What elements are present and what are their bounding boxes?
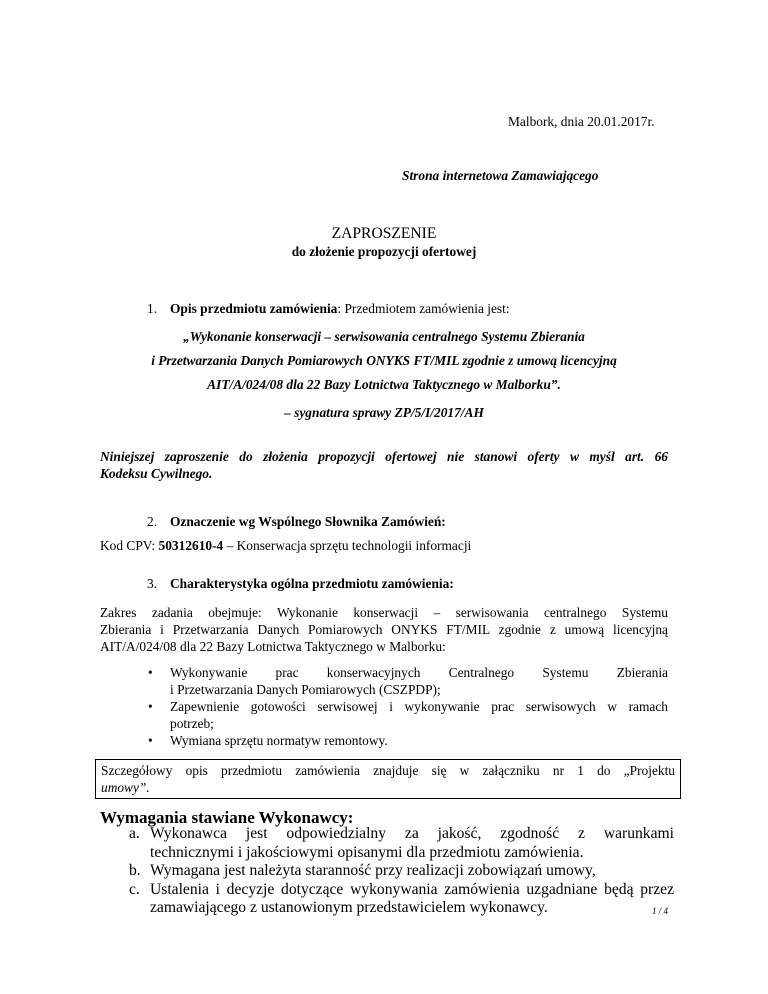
cpv-line [100,537,471,554]
section1-number: 1. [147,301,158,316]
subject-line-1: „Wykonanie konserwacji – serwisowania centralnego Systemu Zbierania [183,329,585,344]
disclaimer-line-2: Kodeksu Cywilnego. [100,466,213,481]
case-signature: – sygnatura sprawy ZP/5/I/2017/AH [284,405,484,420]
document-title: ZAPROSZENIE [331,225,437,242]
requirements-list [129,825,674,918]
scope-line-2: Zbierania i Przetwarzania Danych Pomiarowych ONYKS FT/MIL zgodnie z umową licencyjną [100,622,668,637]
list-item [144,664,668,698]
subject-line-2: i Przetwarzania Danych Pomiarowych ONYKS FT/MIL zgodnie z umową licencyjną [151,353,617,368]
details-box-line-2: umowy”. [101,780,150,795]
requirement-c-line-1: Ustalenia i decyzje dotyczące wykonywania zamówienia uzgadniane będą przez [150,880,674,898]
section1-label: Opis przedmiotu zamówienia [170,301,338,316]
details-box-line-1 [101,762,675,779]
disclaimer-line-1: Niniejszej zaproszenie do złożenia propozycji ofertowej nie stanowi oferty w myśl art. 66 [100,449,668,464]
section2-heading: Oznaczenie wg Wspólnego Słownika Zamówień: [170,514,446,529]
requirement-a-line-1: Wykonawca jest odpowiedzialny za jakość, zgodność z warunkami [150,825,674,842]
list-item [129,825,674,862]
place-date: Malbork, dnia 20.01.2017r. [508,114,655,129]
list-item [144,732,668,749]
requirements-heading: Wymagania stawiane Wykonawcy: [100,808,354,827]
subject-line-3: AIT/A/024/08 dla 22 Bazy Lotnictwa Taktycznego w Malborku”. [207,377,561,392]
recipient: Strona internetowa Zamawiającego [402,168,599,183]
page-number: 1 / 4 [651,906,668,916]
requirement-a-line-2: technicznymi i jakościowymi opisanymi dla przedmiotu zamówienia. [150,843,584,861]
requirement-a-marker: a. [129,825,140,842]
bullet-2-line-2: potrzeb; [170,716,214,731]
requirement-b-marker: b. [129,862,141,879]
bullet-3-line-1: • Wymiana sprzętu normatyw remontowy. [170,733,388,748]
list-item [144,698,668,732]
cpv-code: 50312610-4 [158,538,224,553]
bullet-1-line-2: i Przetwarzania Danych Pomiarowych (CSZPDP); [170,682,441,697]
cpv-prefix: Kod CPV: [100,538,159,553]
scope-bullet-list [144,664,668,749]
cpv-description: – Konserwacja sprzętu technologii informacji [223,538,472,553]
document-subtitle: do złożenie propozycji ofertowej [291,244,477,259]
details-box [95,759,681,799]
details-box-text-1: Szczegółowy opis przedmiotu zamówienia znajduje się w załączniku nr 1 do „Projektu [101,763,675,778]
bullet-2-line-1: • Zapewnienie gotowości serwisowej i wykonywanie prac serwisowych w ramach [170,699,668,714]
section2-number: 2. [147,514,158,529]
section1-heading [170,300,510,317]
scope-line-1: Zakres zadania obejmuje: Wykonanie konserwacji – serwisowania centralnego Systemu [100,605,668,620]
requirement-b-line-1: Wymagana jest należyta staranność przy realizacji zobowiązań umowy, [150,862,596,879]
list-item [129,862,674,881]
requirement-c-line-2: zamawiającego z ustanowionym przedstawicielem wykonawcy. [150,899,548,916]
section1-text: : Przedmiotem zamówienia jest: [337,301,510,316]
section3-heading: Charakterystyka ogólna przedmiotu zamówienia: [170,576,454,591]
requirement-c-marker: c. [129,880,140,898]
section3-number: 3. [147,576,158,591]
scope-line-3: AIT/A/024/08 dla 22 Bazy Lotnictwa Taktycznego w Malborku: [100,639,446,654]
list-item [129,881,674,918]
bullet-1-line-1: • Wykonywanie prac konserwacyjnych Centralnego Systemu Zbierania [170,665,668,680]
